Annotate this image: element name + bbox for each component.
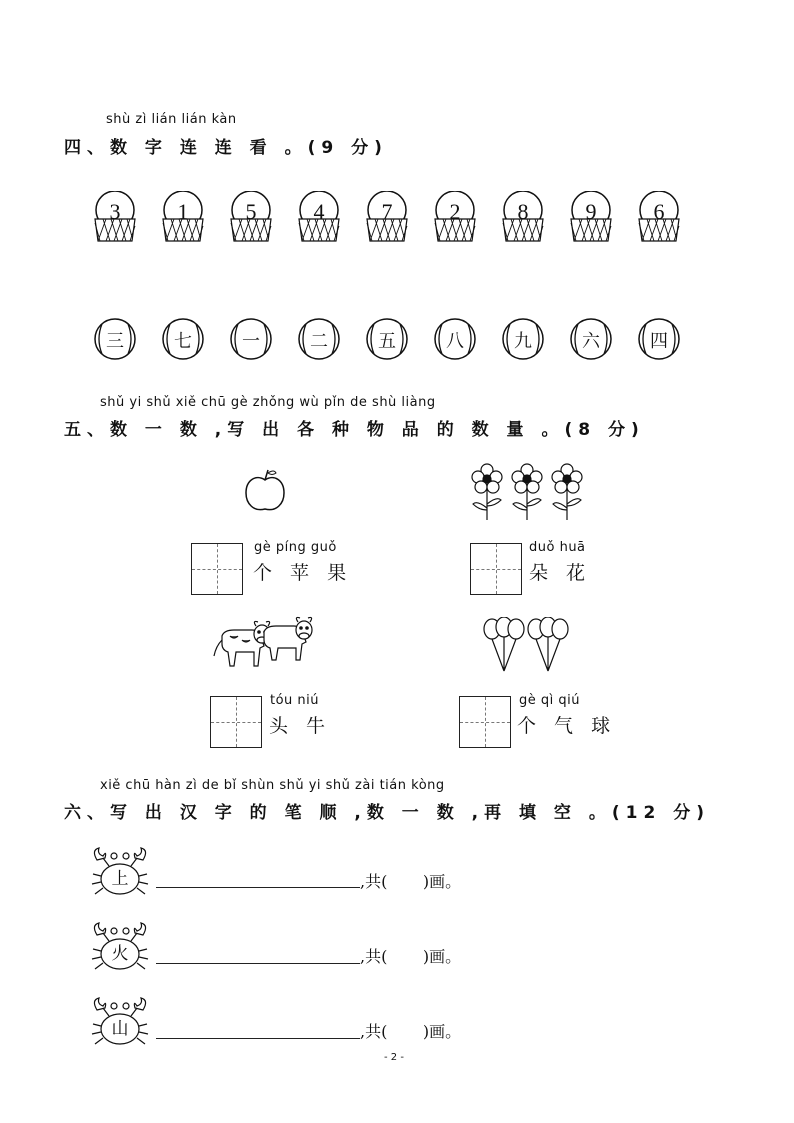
baseball-chinese-number[interactable] [637, 317, 681, 361]
crab-character [89, 921, 151, 977]
basketball-number[interactable] [296, 191, 342, 247]
crab-char-label: 火 [111, 944, 129, 964]
answer-box-balloons[interactable] [459, 696, 511, 748]
basketball-number[interactable] [568, 191, 614, 247]
stroke-order-line[interactable] [156, 887, 360, 888]
basketball-number[interactable] [432, 191, 478, 247]
flower-pinyin: duǒ huā [529, 540, 586, 555]
stroke-count-text: ,共( )画。 [360, 1022, 462, 1041]
section6-title: 六、写 出 汉 字 的 笔 顺 ,数 一 数 ,再 填 空 。(12 分) [64, 803, 710, 823]
basketball-number[interactable] [228, 191, 274, 247]
baseball-chinese-number[interactable] [229, 317, 273, 361]
crab-char-label: 山 [111, 1019, 129, 1039]
crab-char-label: 上 [111, 869, 129, 889]
baseball-chinese-number-row [93, 317, 693, 363]
apple-icon [242, 468, 288, 514]
crab-character [89, 846, 151, 902]
number-label: 3 [109, 199, 121, 224]
baseball-chinese-number[interactable] [93, 317, 137, 361]
baseball-chinese-number[interactable] [365, 317, 409, 361]
chinese-number-label: 八 [446, 331, 464, 352]
number-label: 9 [585, 199, 597, 224]
number-label: 7 [381, 199, 393, 224]
section5-pinyin: shǔ yi shǔ xiě chū gè zhǒng wù pǐn de shù liàng [100, 395, 436, 410]
cow-label: 头 牛 [269, 715, 332, 737]
flower-icon [465, 460, 591, 522]
flower-label: 朵 花 [529, 562, 592, 584]
apple-pinyin: gè píng guǒ [254, 540, 337, 555]
answer-box-cows[interactable] [210, 696, 262, 748]
basketball-number[interactable] [364, 191, 410, 247]
page-number: - 2 - [384, 1052, 404, 1063]
apple-label: 个 苹 果 [253, 562, 353, 584]
chinese-number-label: 三 [106, 331, 124, 352]
number-label: 4 [313, 199, 325, 224]
section6-pinyin: xiě chū hàn zì de bǐ shùn shǔ yi shǔ zài tián kòng [100, 778, 445, 793]
chinese-number-label: 一 [242, 331, 260, 352]
basketball-number[interactable] [160, 191, 206, 247]
baseball-chinese-number[interactable] [297, 317, 341, 361]
cow-pinyin: tóu niú [270, 693, 320, 708]
number-label: 2 [449, 199, 461, 224]
number-label: 8 [517, 199, 529, 224]
basketball-number-row [92, 191, 692, 247]
stroke-count-text: ,共( )画。 [360, 872, 462, 891]
section4-pinyin: shù zì lián lián kàn [106, 112, 237, 127]
basketball-number[interactable] [500, 191, 546, 247]
chinese-number-label: 四 [650, 331, 668, 352]
chinese-number-label: 二 [310, 331, 328, 352]
crab-character [89, 996, 151, 1052]
baseball-chinese-number[interactable] [501, 317, 545, 361]
number-label: 5 [245, 199, 257, 224]
balloon-icon [482, 617, 570, 673]
chinese-number-label: 六 [582, 331, 600, 352]
baseball-chinese-number[interactable] [569, 317, 613, 361]
balloon-pinyin: gè qì qiú [519, 693, 580, 708]
chinese-number-label: 五 [378, 331, 396, 352]
cow-icon [212, 616, 314, 670]
chinese-number-label: 七 [174, 331, 192, 352]
baseball-chinese-number[interactable] [161, 317, 205, 361]
stroke-order-line[interactable] [156, 963, 360, 964]
answer-box-apples[interactable] [191, 543, 243, 595]
chinese-number-label: 九 [514, 331, 532, 352]
answer-box-flowers[interactable] [470, 543, 522, 595]
stroke-count-text: ,共( )画。 [360, 947, 462, 966]
baseball-chinese-number[interactable] [433, 317, 477, 361]
basketball-number[interactable] [636, 191, 682, 247]
stroke-order-line[interactable] [156, 1038, 360, 1039]
number-label: 1 [177, 199, 189, 224]
section5-title: 五、数 一 数 ,写 出 各 种 物 品 的 数 量 。(8 分) [64, 420, 645, 440]
balloon-label: 个 气 球 [517, 715, 617, 737]
section4-title: 四、数 字 连 连 看 。(9 分) [64, 138, 388, 158]
basketball-number[interactable] [92, 191, 138, 247]
number-label: 6 [653, 199, 665, 224]
